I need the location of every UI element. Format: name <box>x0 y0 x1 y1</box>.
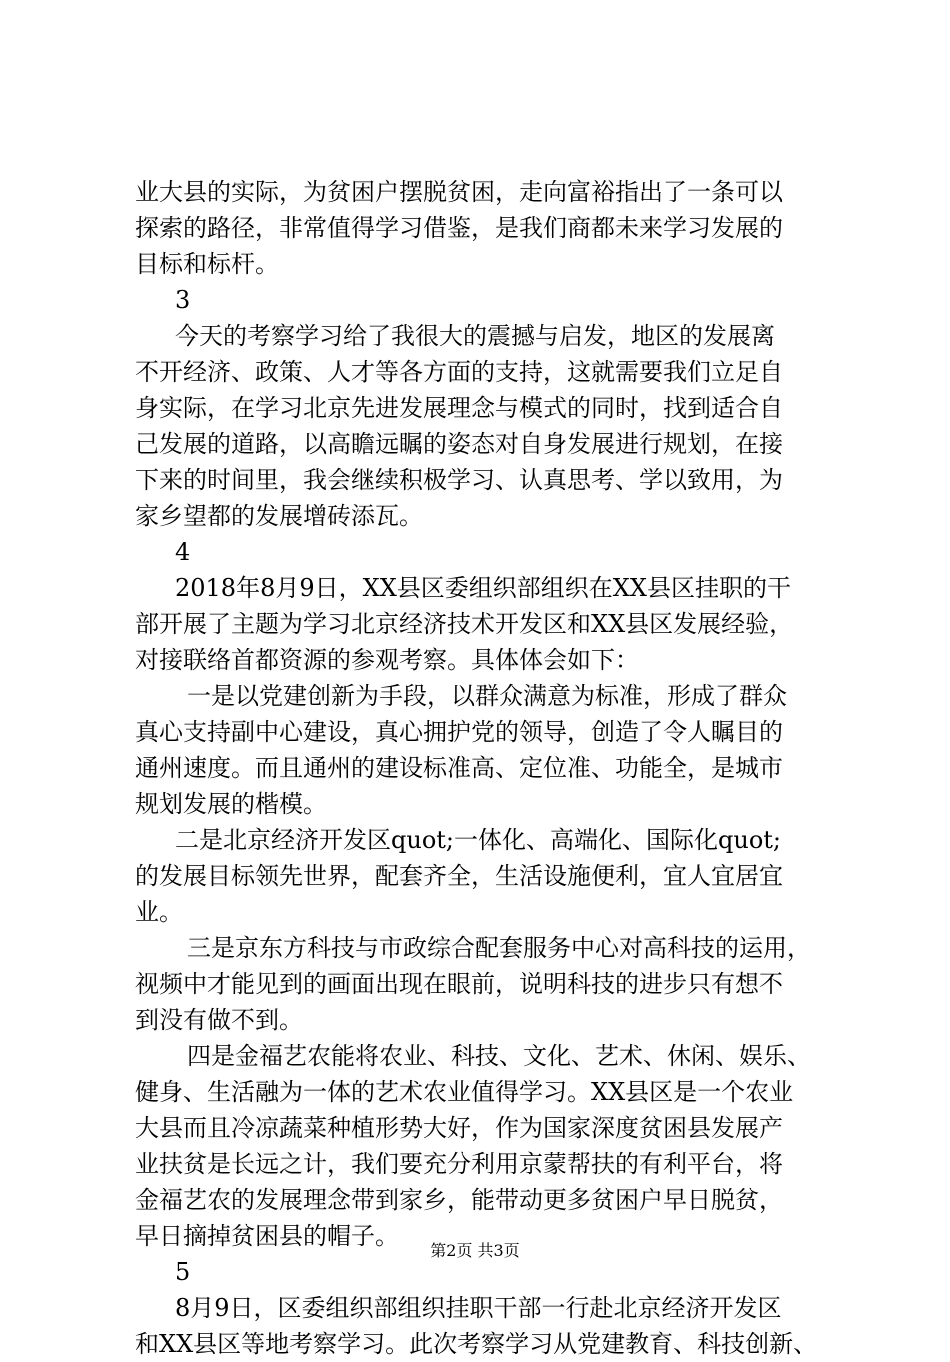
text-line: 通州速度。而且通州的建设标准高、定位准、功能全，是城市 <box>135 754 783 782</box>
text-line: 四是金福艺农能将农业、科技、文化、艺术、休闲、娱乐、 <box>187 1042 811 1070</box>
text-line: 2018年8月9日，XX县区委组织部组织在XX县区挂职的干 <box>175 574 791 602</box>
section-number: 4 <box>175 538 191 566</box>
section-number: 3 <box>175 286 191 314</box>
text-line: 今天的考察学习给了我很大的震撼与启发，地区的发展离 <box>175 322 775 350</box>
text-line: 视频中才能见到的画面出现在眼前，说明科技的进步只有想不 <box>135 970 783 998</box>
text-line: 8月9日，区委组织部组织挂职干部一行赴北京经济开发区 <box>175 1294 782 1322</box>
text-line: 金福艺农的发展理念带到家乡，能带动更多贫困户早日脱贫， <box>135 1186 783 1214</box>
text-line: 下来的时间里，我会继续积极学习、认真思考、学以致用，为 <box>135 466 783 494</box>
text-line: 到没有做不到。 <box>135 1006 303 1034</box>
document-body <box>135 174 835 1362</box>
text-line: 三是京东方科技与市政综合配套服务中心对高科技的运用， <box>187 934 811 962</box>
text-line: 探索的路径，非常值得学习借鉴，是我们商都未来学习发展的 <box>135 214 783 242</box>
section-number: 5 <box>175 1258 191 1286</box>
text-line: 大县而且冷凉蔬菜种植形势大好，作为国家深度贫困县发展产 <box>135 1114 783 1142</box>
text-line: 二是北京经济开发区quot;一体化、高端化、国际化quot; <box>175 826 781 854</box>
page-footer: 第2页 共3页 <box>430 1241 520 1260</box>
text-line: 身实际，在学习北京先进发展理念与模式的同时，找到适合自 <box>135 394 783 422</box>
text-line: 真心支持副中心建设，真心拥护党的领导，创造了令人瞩目的 <box>135 718 783 746</box>
text-line: 业扶贫是长远之计，我们要充分利用京蒙帮扶的有利平台，将 <box>135 1150 783 1178</box>
text-line: 业大县的实际，为贫困户摆脱贫困，走向富裕指出了一条可以 <box>135 178 783 206</box>
text-line: 和XX县区等地考察学习。此次考察学习从党建教育、科技创新、 <box>135 1330 818 1358</box>
text-line: 目标和标杆。 <box>135 250 279 278</box>
text-line: 早日摘掉贫困县的帽子。 <box>135 1222 399 1250</box>
text-line: 不开经济、政策、人才等各方面的支持，这就需要我们立足自 <box>135 358 783 386</box>
text-line: 的发展目标领先世界，配套齐全，生活设施便利，宜人宜居宜 <box>135 862 783 890</box>
text-line: 一是以党建创新为手段，以群众满意为标准，形成了群众 <box>187 682 787 710</box>
text-line: 己发展的道路，以高瞻远瞩的姿态对自身发展进行规划，在接 <box>135 430 783 458</box>
text-line: 业。 <box>135 898 183 926</box>
text-line: 规划发展的楷模。 <box>135 790 327 818</box>
text-line: 对接联络首都资源的参观考察。具体体会如下： <box>135 646 639 674</box>
text-line: 健身、生活融为一体的艺术农业值得学习。XX县区是一个农业 <box>135 1078 794 1106</box>
text-line: 家乡望都的发展增砖添瓦。 <box>135 502 423 530</box>
text-line: 部开展了主题为学习北京经济技术开发区和XX县区发展经验， <box>135 610 794 638</box>
